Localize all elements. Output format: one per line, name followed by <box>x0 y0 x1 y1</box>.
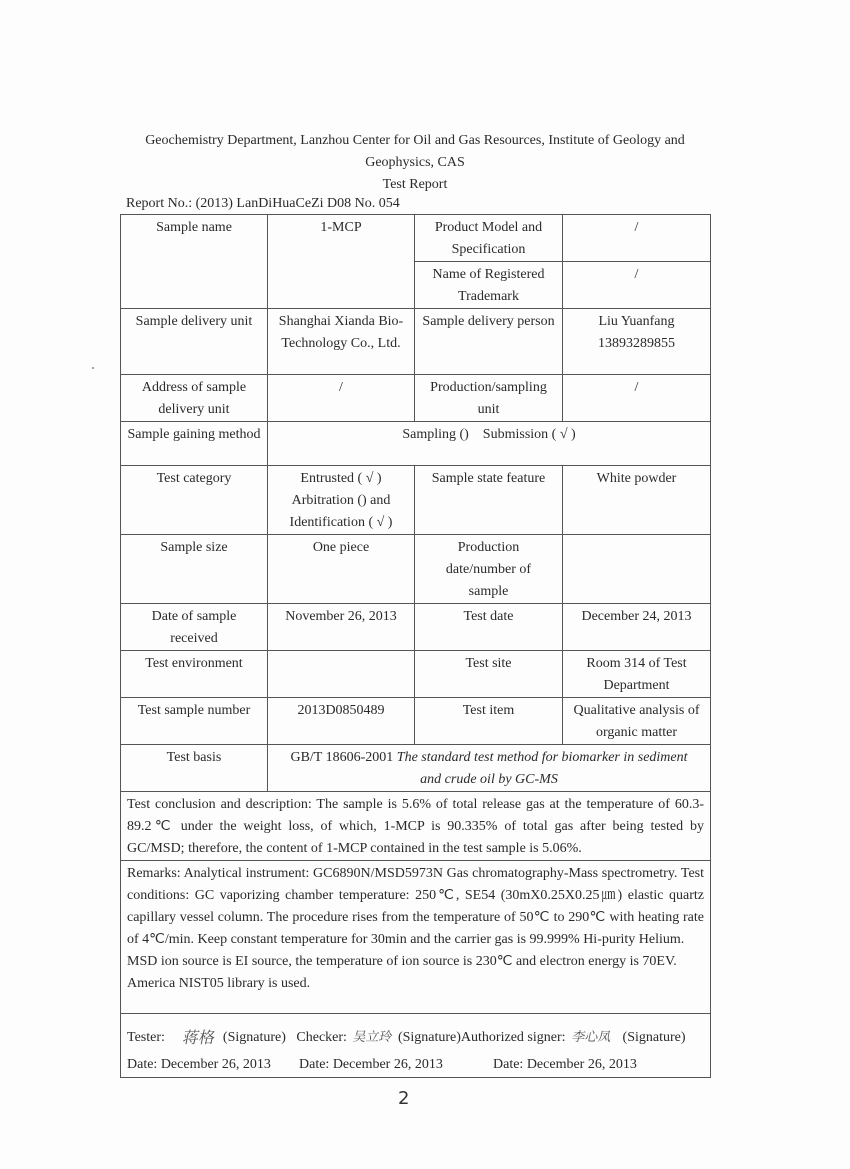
table-row <box>121 422 711 466</box>
report-number: Report No.: (2013) LanDiHuaCeZi D08 No. 054 <box>126 196 400 211</box>
state-feature-value: White powder <box>563 466 711 535</box>
production-date-label: Production date/number of sample <box>415 535 563 604</box>
table-row <box>121 466 711 535</box>
tester-date: Date: December 26, 2013 <box>127 1057 271 1072</box>
table-row <box>121 535 711 604</box>
test-date-label: Test date <box>415 604 563 651</box>
authorized-date: Date: December 26, 2013 <box>493 1057 637 1072</box>
state-feature-label: Sample state feature <box>415 466 563 535</box>
tester-label: Tester: <box>127 1030 165 1045</box>
trademark-value: / <box>563 262 711 309</box>
sample-name-value: 1-MCP <box>268 215 415 309</box>
test-basis-value <box>268 745 711 792</box>
test-environment-label: Test environment <box>121 651 268 698</box>
table-row <box>121 698 711 745</box>
page-number: 2 <box>398 1088 410 1109</box>
production-unit-value: / <box>563 375 711 422</box>
test-item-label: Test item <box>415 698 563 745</box>
table-row <box>121 375 711 422</box>
sample-size-label: Sample size <box>121 535 268 604</box>
delivery-unit-label: Sample delivery unit <box>121 309 268 375</box>
report-title: Test Report <box>382 177 448 192</box>
checker-signature: 吴立玲 <box>351 1030 394 1045</box>
production-date-value <box>563 535 711 604</box>
table-row <box>121 1014 711 1078</box>
report-table <box>120 214 711 1078</box>
signature-line <box>127 1022 704 1054</box>
test-category-label: Test category <box>121 466 268 535</box>
test-basis-standard: GB/T 18606-2001 <box>290 750 394 765</box>
test-basis-label: Test basis <box>121 745 268 792</box>
table-row <box>121 309 711 375</box>
test-item-value: Qualitative analysis of organic matter <box>563 698 711 745</box>
test-date-value: December 24, 2013 <box>563 604 711 651</box>
table-row <box>121 792 711 861</box>
table-row <box>121 745 711 792</box>
delivery-address-label: Address of sample delivery unit <box>121 375 268 422</box>
table-row <box>121 651 711 698</box>
date-received-label: Date of sample received <box>121 604 268 651</box>
test-basis-title: The standard test method for biomarker in sediment and crude oil by GC-MS <box>396 750 688 787</box>
delivery-person-value: Liu Yuanfang 13893289855 <box>563 309 711 375</box>
remarks-conditions: Remarks: Analytical instrument: GC6890N/MSD5973N Gas chromatography-Mass spectrometry. Test conditions: GC vaporizing chamber temperature: 250℃, SE54 (30mX0.25X0.25㎛) elastic quartz capillary vessel column. The procedure rises from the temperature of 50℃ to 290℃ with heating rate of 4℃/min. Keep constant temperature for 30min and the carrier gas is 99.999% Hi-purity Helium. <box>127 866 704 947</box>
table-row <box>121 215 711 262</box>
authorized-label: (Signature)Authorized signer: <box>397 1030 566 1045</box>
gaining-method-label: Sample gaining method <box>121 422 268 466</box>
authorized-signature-suffix: (Signature) <box>622 1030 686 1045</box>
test-site-value: Room 314 of Test Department <box>563 651 711 698</box>
gaining-method-value: Sampling () Submission ( √ ) <box>268 422 711 466</box>
product-model-label: Product Model and Specification <box>415 215 563 262</box>
date-received-value: November 26, 2013 <box>268 604 415 651</box>
test-category-value: Entrusted ( √ ) Arbitration () and Identification ( √ ) <box>268 466 415 535</box>
delivery-person-label: Sample delivery person <box>415 309 563 375</box>
test-environment-value <box>268 651 415 698</box>
product-model-value: / <box>563 215 711 262</box>
table-row <box>121 861 711 1014</box>
table-row <box>121 604 711 651</box>
date-line <box>127 1054 704 1076</box>
scan-speck <box>92 367 94 369</box>
delivery-address-value: / <box>268 375 415 422</box>
remarks-ion-source: MSD ion source is EI source, the temperature of ion source is 230℃ and electron energy is 70EV. America NIST05 library is used. <box>127 954 677 991</box>
institution-name: Geochemistry Department, Lanzhou Center for Oil and Gas Resources, Institute of Geology and Geophysics, CAS <box>145 133 685 170</box>
checker-label: (Signature) Checker: <box>222 1030 347 1045</box>
remarks <box>121 861 711 1014</box>
sample-size-value: One piece <box>268 535 415 604</box>
report-header <box>120 130 710 196</box>
trademark-label: Name of Registered Trademark <box>415 262 563 309</box>
delivery-unit-value: Shanghai Xianda Bio-Technology Co., Ltd. <box>268 309 415 375</box>
production-unit-label: Production/sampling unit <box>415 375 563 422</box>
checker-date: Date: December 26, 2013 <box>299 1057 443 1072</box>
authorized-signature: 李心凤 <box>570 1030 613 1045</box>
test-sample-number-value: 2013D0850489 <box>268 698 415 745</box>
tester-signature: 蒋格 <box>180 1028 218 1047</box>
test-sample-number-label: Test sample number <box>121 698 268 745</box>
test-conclusion: Test conclusion and description: The sample is 5.6% of total release gas at the temperature of 60.3-89.2℃ under the weight loss, of which, 1-MCP is 90.335% of total gas after being tested by GC/MSD; therefore, the content of 1-MCP contained in the test sample is 5.06%. <box>121 792 711 861</box>
test-site-label: Test site <box>415 651 563 698</box>
signature-block <box>121 1014 711 1078</box>
sample-name-label: Sample name <box>121 215 268 309</box>
